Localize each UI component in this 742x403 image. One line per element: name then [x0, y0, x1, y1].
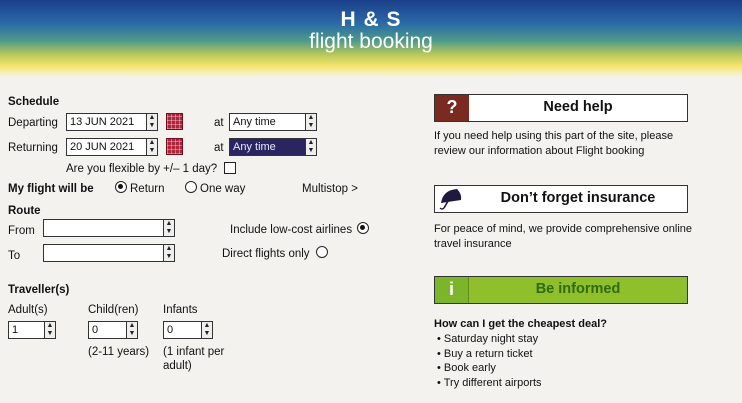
flexible-checkbox[interactable] — [224, 162, 236, 174]
departing-at-label: at — [214, 117, 224, 129]
list-item: • Book early — [437, 361, 542, 376]
children-value: 0 — [92, 324, 99, 336]
brand-name: H & S — [340, 8, 402, 31]
list-item: • Saturday night stay — [437, 332, 542, 347]
need-help-title: Need help — [543, 99, 613, 115]
departing-time-select[interactable] — [229, 113, 317, 131]
travellers-heading: Traveller(s) — [8, 284, 70, 296]
to-select[interactable] — [43, 244, 175, 262]
list-item: • Try different airports — [437, 376, 542, 391]
to-label: To — [8, 250, 21, 262]
returning-time-value: Any time — [233, 141, 276, 153]
departing-date-value: 13 JUN 2021 — [70, 116, 135, 128]
oneway-label: One way — [200, 183, 246, 195]
cheapest-deal-question: How can I get the cheapest deal? — [434, 318, 607, 330]
spinner-icon: ▲ ▼ — [44, 322, 55, 338]
infants-label: Infants — [163, 304, 198, 316]
calendar-icon[interactable] — [166, 138, 183, 155]
header-banner — [0, 0, 742, 78]
direct-label: Direct flights only — [222, 248, 310, 260]
infants-value: 0 — [167, 324, 174, 336]
flexible-label: Are you flexible by +/– 1 day? — [66, 163, 218, 175]
children-select[interactable] — [88, 321, 138, 339]
informed-panel[interactable] — [434, 276, 688, 304]
question-icon: ? — [435, 95, 469, 121]
oneway-radio[interactable] — [185, 181, 197, 193]
calendar-icon[interactable] — [166, 113, 183, 130]
from-label: From — [8, 225, 35, 237]
children-label: Child(ren) — [88, 304, 139, 316]
schedule-heading: Schedule — [8, 96, 60, 108]
list-item: • Buy a return ticket — [437, 347, 542, 362]
direct-radio[interactable] — [316, 246, 328, 258]
return-label: Return — [130, 183, 165, 195]
lowcost-label: Include low-cost airlines — [230, 224, 353, 236]
departing-label: Departing — [8, 117, 58, 129]
tips-list — [437, 332, 542, 390]
adults-value: 1 — [12, 324, 19, 336]
spinner-icon: ▲ ▼ — [201, 322, 212, 338]
infants-select[interactable] — [163, 321, 213, 339]
insurance-text-1: For peace of mind, we provide comprehensive online — [434, 223, 693, 235]
returning-at-label: at — [214, 142, 224, 154]
adults-select[interactable] — [8, 321, 56, 339]
infants-note-1: (1 infant per — [163, 346, 225, 358]
route-heading: Route — [8, 205, 41, 217]
insurance-text-2: travel insurance — [434, 238, 512, 250]
help-text-2: review our information about Flight booking — [434, 145, 645, 157]
spinner-icon: ▲ ▼ — [163, 245, 174, 261]
return-radio[interactable] — [115, 181, 127, 193]
trip-type-label: My flight will be — [8, 183, 94, 195]
informed-title: Be informed — [535, 281, 621, 297]
spinner-icon: ▲ ▼ — [163, 220, 174, 236]
need-help-panel[interactable] — [434, 94, 688, 122]
spinner-icon: ▲ ▼ — [126, 322, 137, 338]
insurance-title: Don’t forget insurance — [500, 190, 656, 206]
spinner-icon: ▲ ▼ — [146, 139, 157, 155]
children-note: (2-11 years) — [88, 346, 150, 358]
returning-label: Returning — [8, 142, 58, 154]
departing-time-value: Any time — [233, 116, 276, 128]
from-select[interactable] — [43, 219, 175, 237]
help-text-1: If you need help using this part of the site, please — [434, 130, 674, 142]
insurance-panel[interactable] — [434, 185, 688, 213]
returning-date-select[interactable] — [66, 138, 158, 156]
info-icon: i — [435, 277, 469, 303]
adults-label: Adult(s) — [8, 304, 48, 316]
multistop-link[interactable]: Multistop > — [302, 183, 358, 195]
spinner-icon: ▲ ▼ — [305, 114, 316, 130]
lowcost-radio[interactable] — [357, 222, 369, 234]
departing-date-select[interactable] — [66, 113, 158, 131]
spinner-icon: ▲ ▼ — [146, 114, 157, 130]
spinner-icon: ▲ ▼ — [305, 139, 316, 155]
umbrella-icon — [435, 186, 469, 212]
returning-time-select[interactable] — [229, 138, 317, 156]
page-title: flight booking — [309, 30, 433, 53]
returning-date-value: 20 JUN 2021 — [70, 141, 135, 153]
infants-note-2: adult) — [163, 360, 192, 372]
